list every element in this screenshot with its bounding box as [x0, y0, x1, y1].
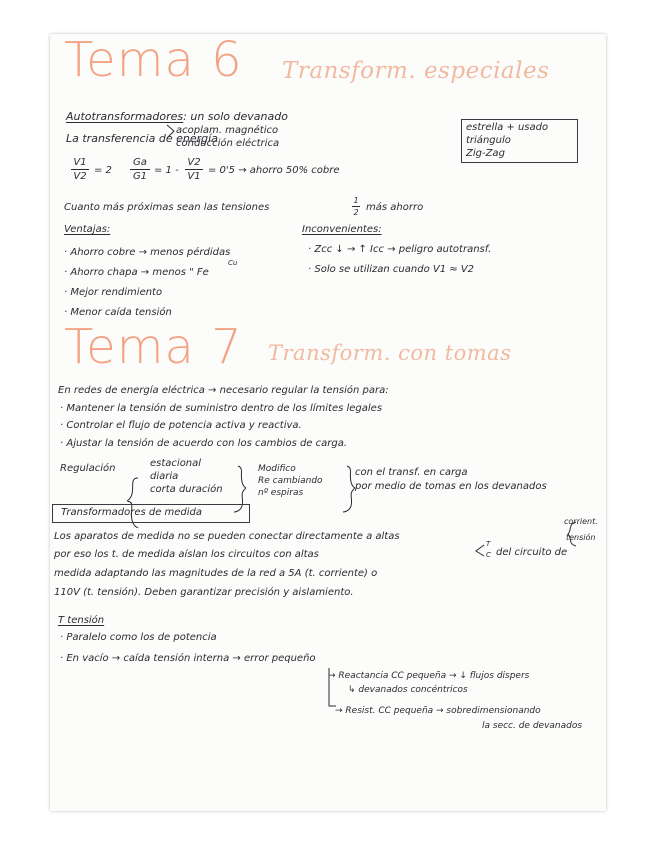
autotrafo-desc: : un solo devanado — [183, 110, 288, 123]
acoplam-text: acoplam. magnético — [176, 125, 279, 136]
regulacion-method: Modifico — [258, 464, 296, 474]
medida-line: medida adaptando las magnitudes de la red a 5A (t. corriente) o — [54, 568, 378, 579]
medida-line-tail: del circuito de — [496, 547, 568, 558]
regulacion-detail: con el transf. en carga — [355, 467, 468, 478]
ventaja-item: · Ahorro cobre → menos pérdidas — [64, 247, 231, 258]
equation-result: = 0'5 → ahorro 50% cobre — [208, 165, 340, 176]
ttension-item: · En vacío → caída tensión interna → error pequeño — [60, 653, 316, 664]
tema7-bullet: · Ajustar la tensión de acuerdo con los cambios de carga. — [60, 438, 348, 449]
equation-part: = 1 - — [154, 165, 179, 176]
tema7-bullet: · Mantener la tensión de suministro dentro de los límites legales — [60, 403, 383, 414]
tema7-intro: En redes de energía eléctrica → necesario regular la tensión para: — [58, 385, 389, 396]
autotrafo-line — [66, 111, 288, 123]
medida-heading-box — [52, 504, 250, 523]
equation-part: = 2 — [94, 165, 112, 176]
tema6-subtitle: Transform. especiales — [282, 58, 550, 84]
tema7-bullet: · Controlar el flujo de potencia activa y reactiva. — [60, 420, 302, 431]
c-sub: C — [486, 551, 491, 559]
fraction-v2-v1: V2 V1 — [185, 157, 203, 182]
regulacion-type: diaria — [150, 471, 179, 482]
ventaja-item: · Ahorro chapa → menos " Fe — [64, 267, 209, 278]
fraction-half: 1 2 — [353, 196, 359, 217]
ttension-heading: T tensión — [58, 615, 105, 626]
regulacion-detail: por medio de tomas en los devanados — [355, 481, 547, 492]
secc-text: la secc. de devanados — [482, 721, 583, 731]
medida-line: 110V (t. tensión). Deben garantizar precisión y aislamiento. — [54, 587, 354, 598]
transfer-text: La transferencia de energía — [66, 132, 218, 145]
medida-line: Los aparatos de medida no se pueden conectar directamente a altas — [54, 531, 400, 542]
t-sup: T — [486, 540, 491, 548]
tema7-subtitle: Transform. con tomas — [268, 341, 512, 365]
inconveniente-item: · Solo se utilizan cuando V1 ≈ V2 — [308, 264, 475, 275]
fraction-ga-g1: Ga G1 — [130, 157, 150, 182]
connection-item: estrella + usado — [466, 122, 549, 133]
tema6-title: Tema 6 — [64, 34, 243, 88]
notebook-page — [50, 34, 606, 811]
regulacion-method: nº espiras — [258, 488, 304, 498]
ttension-item: · Paralelo como los de potencia — [60, 632, 217, 643]
ventaja-item: · Menor caída tensión — [64, 307, 172, 318]
regulacion-label: Regulación — [60, 463, 116, 474]
resist-text: → Resist. CC pequeña → sobredimensionando — [335, 706, 541, 716]
inconveniente-item: · Zcc ↓ → ↑ Icc → peligro autotransf. — [308, 244, 492, 255]
connections-box — [461, 119, 578, 163]
tension-label: tensión — [566, 533, 596, 542]
medida-heading: Transformadores de medida — [61, 507, 203, 518]
autotrafo-heading: Autotransformadores — [66, 110, 184, 123]
regulacion-type: corta duración — [150, 484, 223, 495]
corrient-label: corrient. — [564, 517, 598, 526]
regulacion-type: estacional — [150, 458, 202, 469]
medida-line: por eso los t. de medida aíslan los circuitos con altas — [54, 549, 319, 560]
cu-label: Cu — [228, 259, 238, 267]
fraction-v1-v2: V1 V2 — [71, 157, 89, 182]
reactancia-text: → Reactancia CC pequeña → ↓ flujos dispers — [328, 671, 530, 681]
regulacion-method: Re cambiando — [258, 476, 323, 486]
tema7-title: Tema 7 — [64, 319, 243, 375]
closer-voltages-end: más ahorro — [366, 202, 424, 213]
ventaja-item: · Mejor rendimiento — [64, 287, 163, 298]
inconvenientes-heading: Inconvenientes: — [302, 224, 382, 235]
closer-voltages-text: Cuanto más próximas sean las tensiones — [64, 202, 270, 213]
connection-item: triángulo — [466, 135, 511, 146]
ventajas-heading: Ventajas: — [64, 224, 111, 235]
conduccion-text: conducción eléctrica — [176, 138, 280, 149]
devanados-text: ↳ devanados concéntricos — [348, 685, 468, 695]
connection-item: Zig-Zag — [466, 148, 505, 159]
